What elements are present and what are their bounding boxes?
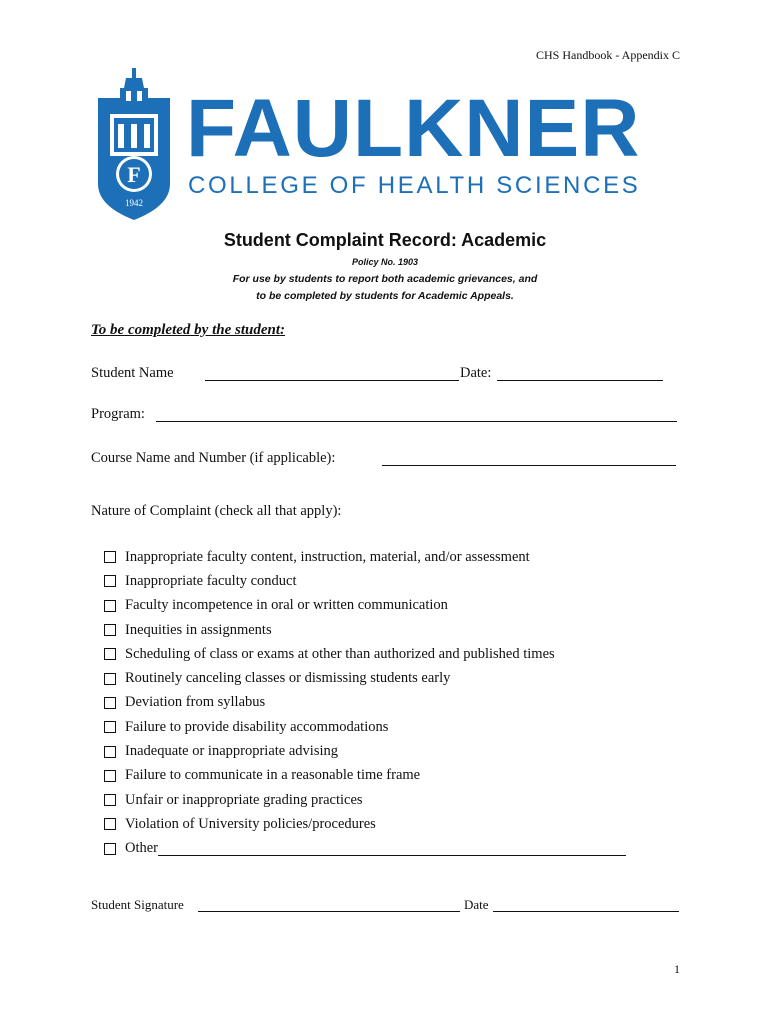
checklist-item[interactable]: Violation of University policies/procedures — [104, 812, 626, 836]
form-purpose — [0, 271, 770, 305]
checkbox[interactable] — [104, 600, 116, 612]
checklist-item[interactable]: Scheduling of class or exams at other than authorized and published times — [104, 642, 626, 666]
signature-date-label: Date — [464, 897, 489, 912]
checklist-item[interactable]: Inappropriate faculty conduct — [104, 569, 626, 593]
purpose-line-2: to be completed by students for Academic Appeals. — [256, 290, 514, 302]
checkbox[interactable] — [104, 794, 116, 806]
course-field[interactable] — [382, 465, 676, 466]
checkbox[interactable] — [104, 551, 116, 563]
checkbox[interactable] — [104, 843, 116, 855]
purpose-line-1: For use by students to report both academic grievances, and — [232, 273, 538, 285]
student-name-label: Student Name — [91, 365, 174, 381]
checkbox[interactable] — [104, 673, 116, 685]
college-subtitle: COLLEGE OF HEALTH SCIENCES — [188, 172, 641, 199]
date-field[interactable] — [497, 380, 663, 381]
student-name-field[interactable] — [205, 380, 459, 381]
checklist-item[interactable]: Inappropriate faculty content, instruction, material, and/or assessment — [104, 545, 626, 569]
section-heading: To be completed by the student: — [91, 322, 286, 338]
checklist-item[interactable]: Inadequate or inappropriate advising — [104, 739, 626, 763]
checklist-item[interactable]: Unfair or inappropriate grading practices — [104, 788, 626, 812]
checklist-item[interactable]: Faculty incompetence in oral or written communication — [104, 594, 626, 618]
signature-label: Student Signature — [91, 897, 184, 912]
checklist-item[interactable]: Deviation from syllabus — [104, 691, 626, 715]
other-field[interactable] — [158, 841, 626, 856]
signature-date-field[interactable] — [493, 911, 679, 912]
nature-label: Nature of Complaint (check all that apply): — [91, 503, 342, 519]
checkbox[interactable] — [104, 746, 116, 758]
checkbox[interactable] — [104, 624, 116, 636]
checkbox[interactable] — [104, 575, 116, 587]
header-note: CHS Handbook - Appendix C — [536, 48, 680, 62]
checklist-item[interactable]: Routinely canceling classes or dismissing students early — [104, 666, 626, 690]
policy-number: Policy No. 1903 — [351, 257, 419, 267]
checkbox[interactable] — [104, 818, 116, 830]
checklist-item[interactable]: Failure to provide disability accommodations — [104, 715, 626, 739]
program-label: Program: — [91, 406, 145, 422]
complaint-checklist — [104, 545, 626, 861]
college-seal-logo — [96, 66, 172, 222]
checkbox[interactable] — [104, 697, 116, 709]
course-label: Course Name and Number (if applicable): — [91, 450, 336, 466]
form-title: Student Complaint Record: Academic — [223, 230, 547, 250]
checklist-item-other[interactable]: Other — [104, 837, 626, 861]
date-label: Date: — [460, 365, 492, 381]
checkbox[interactable] — [104, 770, 116, 782]
signature-field[interactable] — [198, 911, 460, 912]
checklist-item[interactable]: Failure to communicate in a reasonable time frame — [104, 764, 626, 788]
checklist-item[interactable]: Inequities in assignments — [104, 618, 626, 642]
college-name: FAULKNER — [186, 83, 641, 174]
checkbox[interactable] — [104, 648, 116, 660]
checkbox[interactable] — [104, 721, 116, 733]
seal-letter: F — [127, 162, 141, 187]
seal-year: 1942 — [125, 198, 143, 208]
page-number: 1 — [674, 962, 680, 976]
program-field[interactable] — [156, 421, 677, 422]
